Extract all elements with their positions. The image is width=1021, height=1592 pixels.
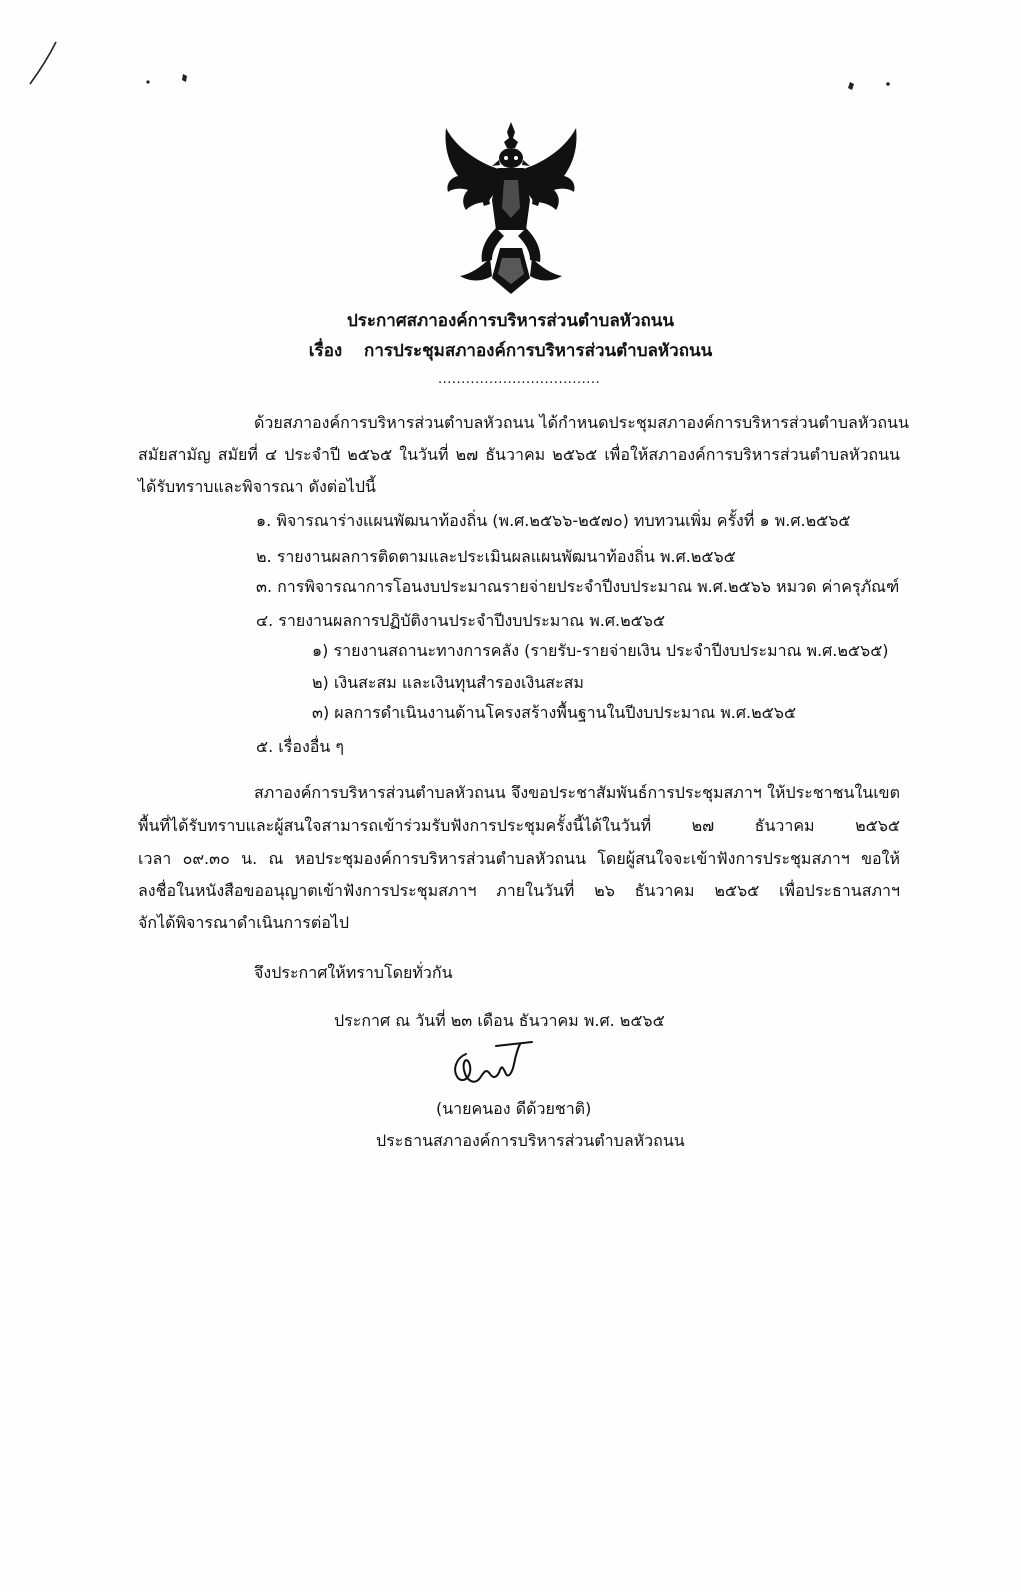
intro-line-2: สมัยสามัญ สมัยที่ ๔ ประจำปี ๒๕๖๕ ในวันที่ ๒๗ ธันวาคม ๒๕๖๕ เพื่อให้สภาองค์การบริหารส่วนตำบลหัวถนน bbox=[138, 445, 900, 464]
body-line-4: ลงชื่อในหนังสือขออนุญาตเข้าฟังการประชุมสภาฯ ภายในวันที่ ๒๖ ธันวาคม ๒๕๖๕ เพื่อประธานสภาฯ bbox=[138, 881, 900, 900]
sub-agenda-item-1: ๑) รายงานสถานะทางการคลัง (รายรับ-รายจ่ายเงิน ประจำปีงบประมาณ พ.ศ.๒๕๖๕) bbox=[312, 641, 889, 660]
agenda-item-5: ๕. เรื่องอื่น ๆ bbox=[256, 737, 344, 756]
scan-mark-slash bbox=[26, 40, 60, 88]
document-subject bbox=[0, 340, 1021, 362]
document-title: ประกาศสภาองค์การบริหารส่วนตำบลหัวถนน bbox=[346, 311, 675, 331]
sub-agenda-item-2: ๒) เงินสะสม และเงินทุนสำรองเงินสะสม bbox=[312, 673, 584, 692]
scan-mark-dots-left bbox=[140, 70, 200, 90]
body-line-3: เวลา ๐๙.๓๐ น. ณ หอประชุมองค์การบริหารส่วนตำบลหัวถนน โดยผู้สนใจจะเข้าฟังการประชุมสภาฯ ขอให้ bbox=[138, 849, 900, 868]
agenda-item-4: ๔. รายงานผลการปฏิบัติงานประจำปีงบประมาณ พ.ศ.๒๕๖๕ bbox=[256, 611, 666, 630]
body-line-2: พื้นที่ได้รับทราบและผู้สนใจสามารถเข้าร่วมรับฟังการประชุมครั้งนี้ได้ในวันที่ ๒๗ ธันวาคม ๒๕๖๕ bbox=[138, 816, 900, 835]
agenda-item-1: ๑. พิจารณาร่างแผนพัฒนาท้องถิ่น (พ.ศ.๒๕๖๖-๒๕๗๐) ทบทวนเพิ่ม ครั้งที่ ๑ พ.ศ.๒๕๖๕ bbox=[256, 511, 851, 530]
agenda-item-3: ๓. การพิจารณาการโอนงบประมาณรายจ่ายประจำปีงบประมาณ พ.ศ.๒๕๖๖ หมวด ค่าครุภัณฑ์ bbox=[256, 577, 900, 596]
subject-label: เรื่อง bbox=[308, 341, 343, 361]
closing-statement: จึงประกาศให้ทราบโดยทั่วกัน bbox=[254, 963, 453, 982]
scan-mark-dots-right bbox=[842, 74, 902, 94]
handwritten-signature-icon bbox=[446, 1040, 536, 1092]
body-line-1: สภาองค์การบริหารส่วนตำบลหัวถนน จึงขอประชาสัมพันธ์การประชุมสภาฯ ให้ประชาชนในเขต bbox=[254, 783, 900, 802]
garuda-emblem-icon bbox=[440, 118, 582, 296]
intro-line-1: ด้วยสภาองค์การบริหารส่วนตำบลหัวถนน ได้กำหนดประชุมสภาองค์การบริหารส่วนตำบลหัวถนน bbox=[254, 413, 909, 432]
agenda-item-2: ๒. รายงานผลการติดตามและประเมินผลแผนพัฒนาท้องถิ่น พ.ศ.๒๕๖๕ bbox=[256, 547, 736, 566]
sub-agenda-item-3: ๓) ผลการดำเนินงานด้านโครงสร้างพื้นฐานในปีงบประมาณ พ.ศ.๒๕๖๕ bbox=[312, 703, 797, 722]
intro-line-3: ได้รับทราบและพิจารณา ดังต่อไปนี้ bbox=[138, 477, 376, 496]
body-line-5: จักได้พิจารณาดำเนินการต่อไป bbox=[138, 913, 350, 932]
date-line: ประกาศ ณ วันที่ ๒๓ เดือน ธันวาคม พ.ศ. ๒๕๖๕ bbox=[334, 1011, 665, 1030]
signer-name: (นายคนอง ดีด้วยชาติ) bbox=[436, 1099, 592, 1118]
signer-position: ประธานสภาองค์การบริหารส่วนตำบลหัวถนน bbox=[376, 1131, 685, 1150]
subject-text: การประชุมสภาองค์การบริหารส่วนตำบลหัวถนน bbox=[364, 341, 713, 361]
header-separator: ................................... bbox=[438, 372, 601, 387]
